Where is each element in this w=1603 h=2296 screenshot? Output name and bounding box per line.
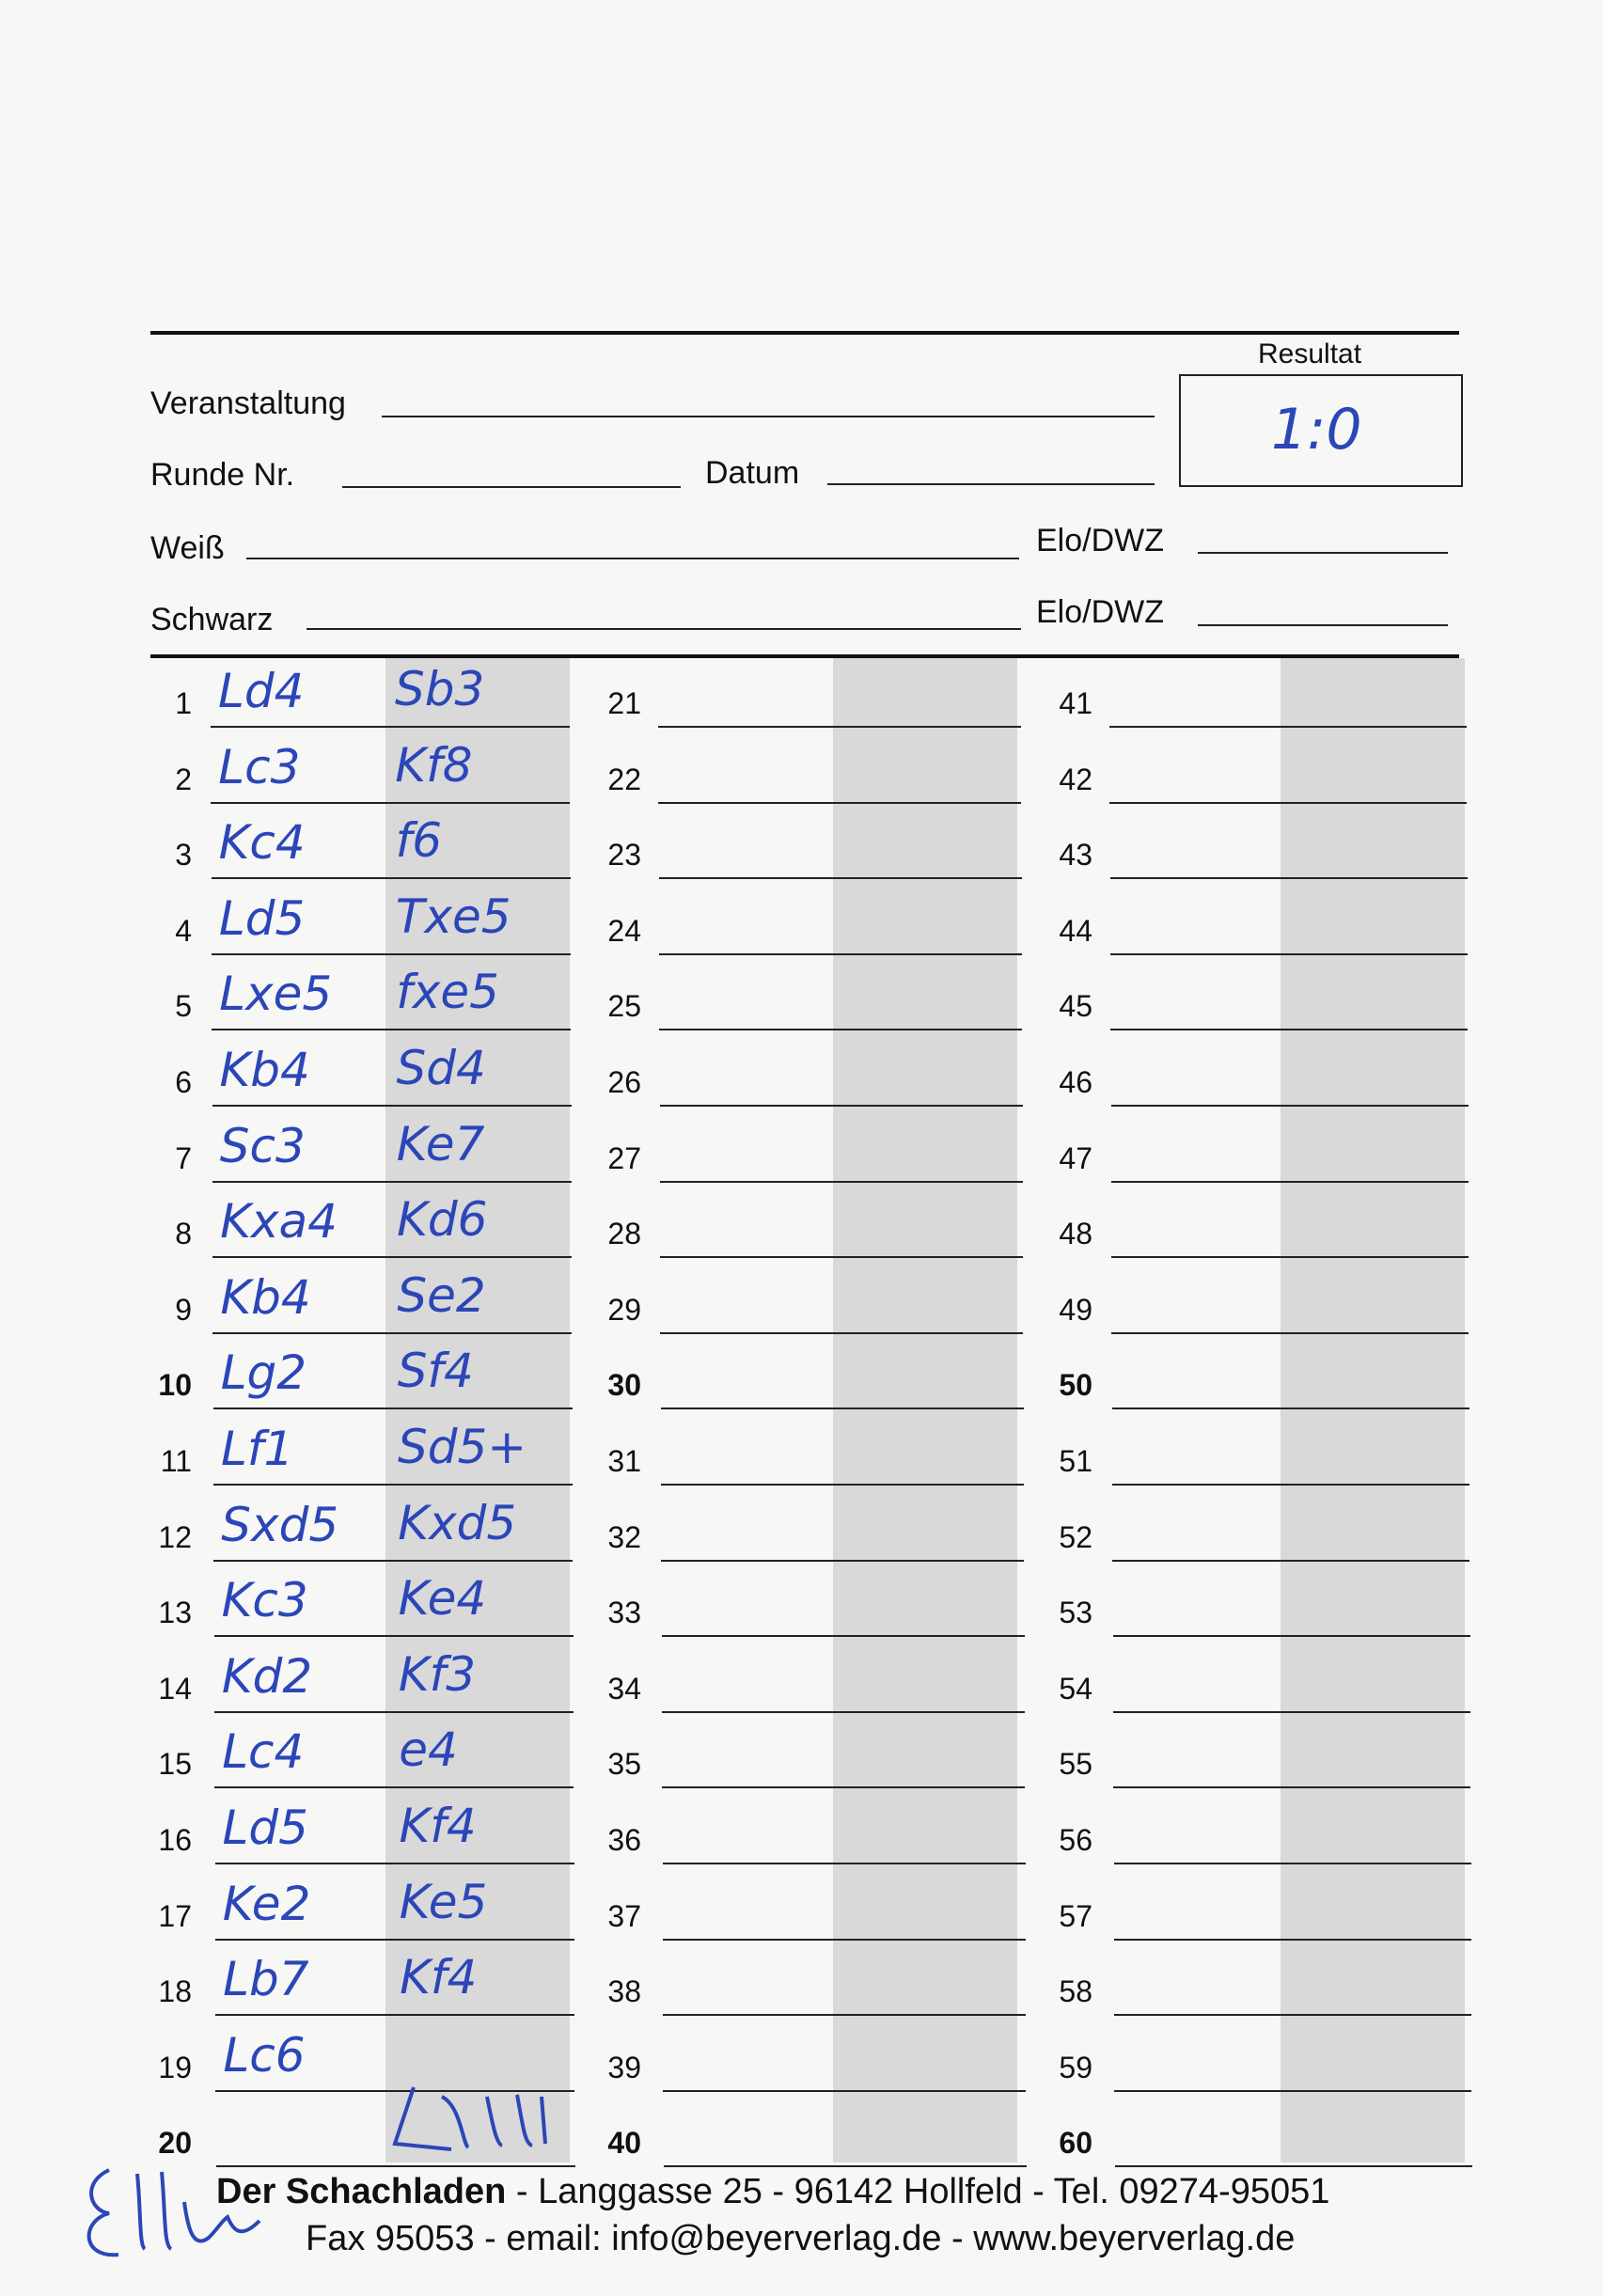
black-column-shade-1 [385,658,570,2162]
black-move[interactable]: Kf8 [395,737,473,793]
move-entry-line[interactable] [661,1560,1024,1562]
move-entry-line[interactable] [1115,2165,1472,2167]
date-label: Datum [705,455,800,491]
move-number: 36 [607,1823,641,1857]
move-entry-line[interactable] [664,2165,1027,2167]
move-number: 51 [1059,1444,1092,1478]
move-number: 16 [158,1823,192,1857]
moves-top-rule [150,654,1459,658]
move-entry-line[interactable] [658,726,1021,728]
black-column-shade-3 [1281,658,1465,2162]
white-move[interactable]: Kc3 [221,1573,308,1628]
move-number: 22 [607,762,641,796]
white-move[interactable]: Lb7 [223,1952,309,2007]
move-entry-line[interactable] [1112,1484,1469,1486]
white-move[interactable]: Lc4 [222,1724,305,1780]
white-move[interactable]: Kd2 [221,1648,313,1704]
black-move[interactable]: Kf4 [399,1799,477,1853]
move-number: 17 [158,1898,192,1933]
move-number: 26 [607,1065,641,1099]
black-move[interactable]: fxe5 [396,965,499,1020]
move-number: 4 [175,913,192,948]
move-number: 39 [607,2050,641,2084]
move-entry-line[interactable] [1110,877,1468,879]
round-label: Runde Nr. [150,457,295,493]
footer-contact: Fax 95053 - email: info@beyerverlag.de - www.beyerverlag.de [306,2219,1296,2258]
white-move[interactable]: Ke2 [222,1876,311,1931]
move-number: 46 [1059,1065,1092,1099]
black-move[interactable]: Ke5 [399,1874,488,1929]
move-entry-line[interactable] [1111,1256,1469,1258]
move-number: 10 [158,1368,192,1403]
move-number: 54 [1059,1671,1092,1706]
move-number: 31 [607,1444,641,1478]
white-move[interactable]: Kb4 [220,1269,311,1325]
arbiter-signature [376,2068,583,2172]
move-entry-line[interactable] [663,1863,1026,1864]
move-entry-line[interactable] [213,1560,573,1562]
move-entry-line[interactable] [215,1939,574,1941]
move-entry-line[interactable] [212,1105,572,1107]
move-entry-line[interactable] [1113,1711,1470,1713]
white-player-field[interactable] [246,558,1019,559]
move-entry-line[interactable] [1111,1181,1469,1183]
black-move[interactable]: f6 [395,813,443,869]
date-field[interactable] [827,483,1155,485]
move-number: 45 [1059,989,1092,1024]
white-elo-label: Elo/DWZ [1036,523,1164,558]
move-number: 35 [607,1747,641,1782]
move-number: 24 [607,913,641,948]
move-entry-line[interactable] [1112,1407,1469,1409]
move-number: 43 [1059,838,1092,873]
white-move[interactable]: Lc3 [218,739,301,794]
move-entry-line[interactable] [214,1711,574,1713]
move-number: 44 [1059,913,1092,948]
move-entry-line[interactable] [660,1181,1023,1183]
white-move[interactable]: Lf1 [221,1422,294,1476]
move-entry-line[interactable] [1111,1105,1469,1107]
white-move[interactable]: Ld5 [218,890,306,946]
black-move[interactable]: Sf4 [397,1344,474,1399]
move-entry-line[interactable] [660,1105,1023,1107]
event-field[interactable] [382,416,1155,417]
move-entry-line[interactable] [211,802,570,804]
move-number: 14 [158,1671,192,1706]
move-entry-line[interactable] [212,1332,572,1334]
black-move[interactable]: Kd6 [397,1192,488,1248]
white-move[interactable]: Ld5 [222,1801,308,1855]
move-number: 52 [1059,1519,1092,1554]
black-player-label: Schwarz [150,602,274,637]
move-number: 6 [175,1065,192,1099]
footer-brand: Der Schachladen [216,2172,507,2211]
black-column-shade-2 [833,658,1017,2162]
move-number: 3 [175,838,192,873]
move-entry-line[interactable] [212,1256,572,1258]
move-entry-line[interactable] [661,1484,1024,1486]
move-number: 19 [158,2050,192,2084]
move-entry-line[interactable] [214,1635,574,1637]
move-number: 8 [175,1217,192,1251]
move-entry-line[interactable] [660,1256,1023,1258]
move-number: 49 [1059,1292,1092,1327]
move-entry-line[interactable] [662,1635,1025,1637]
move-entry-line[interactable] [662,1711,1025,1713]
move-number: 2 [175,762,192,796]
move-entry-line[interactable] [659,1029,1022,1030]
move-entry-line[interactable] [661,1407,1024,1409]
move-number: 9 [175,1292,192,1327]
white-move[interactable]: Ld4 [218,664,305,718]
move-number: 25 [607,989,641,1024]
move-number: 58 [1059,1974,1092,2009]
move-entry-line[interactable] [213,1407,573,1409]
header-top-rule [150,331,1459,335]
result-label: Resultat [1258,338,1362,370]
move-entry-line[interactable] [1114,2014,1471,2016]
round-field[interactable] [342,486,681,488]
white-player-label: Weiß [150,530,225,566]
move-number: 38 [607,1974,641,2009]
black-move[interactable]: Ke4 [398,1571,487,1627]
move-entry-line[interactable] [663,2014,1026,2016]
move-entry-line[interactable] [213,1484,573,1486]
move-entry-line[interactable] [1113,1635,1470,1637]
white-move[interactable]: Lg2 [220,1345,307,1401]
move-number: 56 [1059,1823,1092,1857]
black-move[interactable]: Se2 [397,1267,486,1323]
white-move[interactable]: Kc4 [218,815,306,871]
move-number: 50 [1059,1368,1092,1403]
white-move[interactable]: Kb4 [219,1043,310,1097]
move-entry-line[interactable] [1111,1332,1469,1334]
result-box[interactable] [1179,374,1463,487]
move-entry-line[interactable] [212,953,571,955]
move-entry-line[interactable] [659,953,1022,955]
footer-address [216,2172,1329,2212]
black-move[interactable]: Txe5 [395,889,511,944]
move-entry-line[interactable] [1109,726,1467,728]
move-number: 5 [175,989,192,1024]
move-entry-line[interactable] [211,726,570,728]
move-entry-line[interactable] [1109,802,1467,804]
move-number: 34 [607,1671,641,1706]
move-number: 20 [158,2126,192,2161]
move-number: 40 [607,2126,641,2161]
black-move[interactable]: Sd5+ [398,1420,527,1474]
move-number: 42 [1059,762,1092,796]
black-player-field[interactable] [306,628,1021,630]
move-entry-line[interactable] [212,1029,571,1030]
move-entry-line[interactable] [1114,1863,1471,1864]
move-entry-line[interactable] [663,1939,1026,1941]
move-number: 32 [607,1519,641,1554]
move-number: 57 [1059,1898,1092,1933]
move-entry-line[interactable] [1114,1939,1471,1941]
move-number: 28 [607,1217,641,1251]
black-elo-field[interactable] [1198,624,1448,626]
black-move[interactable]: Kxd5 [398,1495,517,1550]
black-move[interactable]: Ke7 [396,1116,485,1172]
move-entry-line[interactable] [1112,1560,1469,1562]
move-number: 41 [1059,686,1092,720]
move-number: 12 [158,1519,192,1554]
move-number: 11 [160,1444,192,1478]
move-number: 30 [607,1368,641,1403]
move-entry-line[interactable] [658,802,1021,804]
move-number: 21 [607,686,641,720]
move-entry-line[interactable] [1113,1786,1470,1788]
move-entry-line[interactable] [1110,953,1468,955]
move-number: 29 [607,1292,641,1327]
black-move[interactable]: Sd4 [396,1041,486,1095]
black-move[interactable]: Sb3 [395,662,485,716]
white-move[interactable]: Lxe5 [219,967,333,1022]
white-move[interactable]: Lc6 [223,2027,306,2083]
move-number: 27 [607,1140,641,1175]
move-number: 23 [607,838,641,873]
move-entry-line[interactable] [1110,1029,1468,1030]
move-entry-line[interactable] [214,1786,574,1788]
move-number: 1 [175,686,192,720]
move-number: 60 [1059,2126,1092,2161]
black-move[interactable]: Kf4 [400,1950,478,2005]
footer-address-rest: - Langgasse 25 - 96142 Hollfeld - Tel. 09274-95051 [506,2172,1330,2211]
white-move[interactable]: Kxa4 [220,1194,338,1250]
move-entry-line[interactable] [212,877,571,879]
result-value: 1:0 [1271,397,1362,463]
move-number: 18 [158,1974,192,2009]
white-move[interactable]: Sc3 [219,1118,306,1173]
move-number: 47 [1059,1140,1092,1175]
move-number: 33 [607,1596,641,1630]
move-entry-line[interactable] [662,1786,1025,1788]
move-number: 7 [175,1140,192,1175]
black-elo-label: Elo/DWZ [1036,594,1164,630]
move-number: 59 [1059,2050,1092,2084]
move-entry-line[interactable] [215,1863,574,1864]
move-number: 48 [1059,1217,1092,1251]
event-label: Veranstaltung [150,385,346,421]
white-move[interactable]: Sxd5 [221,1497,339,1552]
move-number: 15 [158,1747,192,1782]
move-number: 55 [1059,1747,1092,1782]
black-move[interactable]: e4 [399,1722,458,1778]
move-entry-line[interactable] [1114,2090,1471,2092]
move-entry-line[interactable] [215,2014,574,2016]
move-entry-line[interactable] [663,2090,1026,2092]
move-number: 37 [607,1898,641,1933]
white-elo-field[interactable] [1198,552,1448,554]
black-move[interactable]: Kf3 [398,1646,477,1702]
move-entry-line[interactable] [660,1332,1023,1334]
move-number: 53 [1059,1596,1092,1630]
move-entry-line[interactable] [659,877,1022,879]
move-entry-line[interactable] [212,1181,572,1183]
move-number: 13 [158,1596,192,1630]
